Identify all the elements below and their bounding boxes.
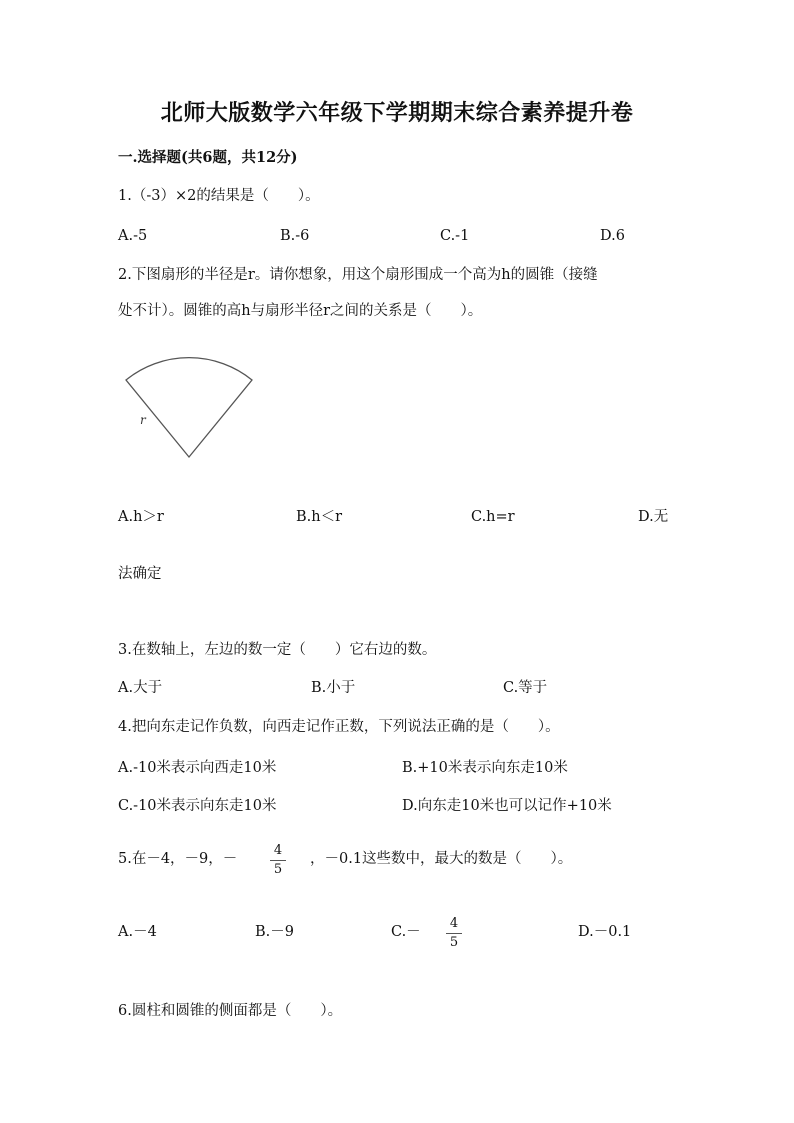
q4-option-c: C.-10米表示向东走10米: [118, 798, 277, 814]
q5-option-b: B.－9: [255, 924, 294, 940]
fraction-denominator: 5: [273, 862, 283, 877]
q1-option-d: D.6: [600, 228, 625, 244]
sector-radius-label: r: [140, 413, 146, 427]
q1-option-b: B.-6: [280, 228, 310, 244]
question-6-stem: 6.圆柱和圆锥的侧面都是（ ）。: [118, 1003, 343, 1019]
q5-option-d: D.－0.1: [578, 924, 632, 940]
q3-option-c: C.等于: [503, 680, 548, 696]
q1-option-a: A.-5: [118, 228, 148, 244]
fraction-denominator: 5: [449, 935, 459, 950]
page-title: 北师大版数学六年级下学期期末综合素养提升卷: [160, 100, 634, 126]
q2-option-d: D.无: [638, 509, 669, 525]
q2-option-a: A.h＞r: [118, 509, 164, 525]
q5-option-a: A.－4: [118, 924, 157, 940]
q2-option-b: B.h＜r: [296, 509, 343, 525]
q3-option-a: A.大于: [118, 680, 163, 696]
q5-option-c-fraction: [446, 917, 462, 950]
question-5-stem-part1: 5.在－4，－9，－: [118, 851, 238, 867]
q2-option-d-continued: 法确定: [118, 566, 162, 582]
q2-option-c: C.h=r: [471, 509, 515, 525]
question-4-stem: 4.把向东走记作负数，向西走记作正数，下列说法正确的是（ ）。: [118, 719, 560, 735]
question-3-stem: 3.在数轴上，左边的数一定（ ）它右边的数。: [118, 642, 437, 658]
q4-option-d: D.向东走10米也可以记作+10米: [402, 798, 612, 814]
fraction-numerator: 4: [273, 843, 283, 858]
question-1-stem: 1.（-3）×2的结果是（ ）。: [118, 188, 320, 204]
sector-figure: [118, 352, 263, 464]
q4-option-b: B.+10米表示向东走10米: [402, 760, 568, 776]
question-2-stem-line1: 2.下图扇形的半径是r。请你想象，用这个扇形围成一个高为h的圆锥（接缝: [118, 267, 598, 283]
fraction-numerator: 4: [449, 916, 459, 931]
question-2-stem-line2: 处不计）。圆锥的高h与扇形半径r之间的关系是（ ）。: [118, 303, 483, 319]
q4-option-a: A.-10米表示向西走10米: [118, 760, 277, 776]
q5-option-c: C.－: [391, 924, 421, 940]
section-heading: 一.选择题(共6题，共12分): [118, 149, 298, 166]
q3-option-b: B.小于: [311, 680, 356, 696]
question-5-stem-part2: ，－0.1这些数中，最大的数是（ ）。: [310, 851, 573, 867]
q5-stem-fraction: [270, 844, 286, 877]
q1-option-c: C.-1: [440, 228, 470, 244]
